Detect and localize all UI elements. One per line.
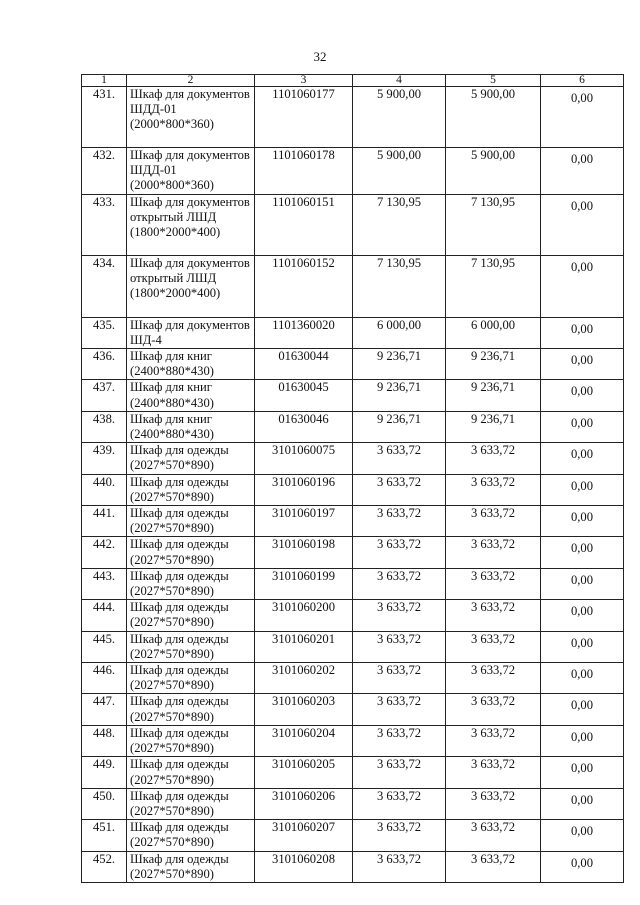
- column-header: 1: [82, 75, 127, 87]
- row-number: 448.: [82, 725, 127, 756]
- depreciation-value: 5 900,00: [446, 148, 541, 195]
- item-name: Шкаф для одежды (2027*570*890): [127, 725, 255, 756]
- depreciation-value: 3 633,72: [446, 788, 541, 819]
- depreciation-value: 9 236,71: [446, 349, 541, 380]
- residual-value: 0,00: [541, 725, 624, 756]
- table-row: [82, 537, 624, 568]
- residual-value: 0,00: [541, 148, 624, 195]
- initial-value: 3 633,72: [353, 474, 446, 505]
- item-name: Шкаф для документов ШД-4: [127, 317, 255, 348]
- item-name: Шкаф для одежды (2027*570*890): [127, 600, 255, 631]
- initial-value: 3 633,72: [353, 725, 446, 756]
- depreciation-value: 3 633,72: [446, 600, 541, 631]
- depreciation-value: 5 900,00: [446, 87, 541, 148]
- row-number: 449.: [82, 757, 127, 788]
- residual-value: 0,00: [541, 317, 624, 348]
- depreciation-value: 7 130,95: [446, 194, 541, 255]
- inventory-code: 3101060207: [255, 820, 353, 851]
- residual-value: 0,00: [541, 194, 624, 255]
- inventory-code: 3101060206: [255, 788, 353, 819]
- table-row: [82, 87, 624, 148]
- inventory-code: 3101060197: [255, 506, 353, 537]
- table-row: [82, 663, 624, 694]
- depreciation-value: 3 633,72: [446, 506, 541, 537]
- table-row: [82, 506, 624, 537]
- inventory-table-body: [82, 75, 624, 883]
- residual-value: 0,00: [541, 820, 624, 851]
- table-row: [82, 255, 624, 317]
- item-name: Шкаф для книг (2400*880*430): [127, 380, 255, 411]
- depreciation-value: 3 633,72: [446, 474, 541, 505]
- initial-value: 7 130,95: [353, 194, 446, 255]
- table-row: [82, 631, 624, 662]
- item-name: Шкаф для книг (2400*880*430): [127, 411, 255, 442]
- initial-value: 6 000,00: [353, 317, 446, 348]
- inventory-code: 3101060205: [255, 757, 353, 788]
- residual-value: 0,00: [541, 757, 624, 788]
- initial-value: 3 633,72: [353, 694, 446, 725]
- initial-value: 3 633,72: [353, 600, 446, 631]
- row-number: 446.: [82, 663, 127, 694]
- table-row: [82, 148, 624, 195]
- item-name: Шкаф для одежды (2027*570*890): [127, 443, 255, 474]
- table-row: [82, 474, 624, 505]
- inventory-code: 3101060201: [255, 631, 353, 662]
- initial-value: 3 633,72: [353, 820, 446, 851]
- residual-value: 0,00: [541, 663, 624, 694]
- row-number: 437.: [82, 380, 127, 411]
- initial-value: 3 633,72: [353, 537, 446, 568]
- row-number: 433.: [82, 194, 127, 255]
- inventory-code: 3101060202: [255, 663, 353, 694]
- residual-value: 0,00: [541, 568, 624, 599]
- inventory-code: 1101060152: [255, 255, 353, 317]
- row-number: 432.: [82, 148, 127, 195]
- table-row: [82, 568, 624, 599]
- row-number: 440.: [82, 474, 127, 505]
- item-name: Шкаф для одежды (2027*570*890): [127, 537, 255, 568]
- item-name: Шкаф для одежды (2027*570*890): [127, 820, 255, 851]
- residual-value: 0,00: [541, 255, 624, 317]
- depreciation-value: 7 130,95: [446, 255, 541, 317]
- table-row: [82, 600, 624, 631]
- inventory-code: 3101060200: [255, 600, 353, 631]
- item-name: Шкаф для документов открытый ЛШД (1800*2000*400): [127, 255, 255, 317]
- residual-value: 0,00: [541, 631, 624, 662]
- residual-value: 0,00: [541, 474, 624, 505]
- depreciation-value: 3 633,72: [446, 757, 541, 788]
- initial-value: 9 236,71: [353, 411, 446, 442]
- row-number: 450.: [82, 788, 127, 819]
- row-number: 451.: [82, 820, 127, 851]
- column-header: 3: [255, 75, 353, 87]
- row-number: 431.: [82, 87, 127, 148]
- page-number: 32: [313, 49, 327, 64]
- column-header: 4: [353, 75, 446, 87]
- inventory-code: 3101060203: [255, 694, 353, 725]
- depreciation-value: 3 633,72: [446, 694, 541, 725]
- row-number: 452.: [82, 851, 127, 882]
- depreciation-value: 9 236,71: [446, 380, 541, 411]
- inventory-code: 3101060208: [255, 851, 353, 882]
- initial-value: 3 633,72: [353, 851, 446, 882]
- row-number: 442.: [82, 537, 127, 568]
- residual-value: 0,00: [541, 788, 624, 819]
- inventory-code: 01630045: [255, 380, 353, 411]
- table-row: [82, 694, 624, 725]
- row-number: 434.: [82, 255, 127, 317]
- table-row: [82, 411, 624, 442]
- item-name: Шкаф для книг (2400*880*430): [127, 349, 255, 380]
- item-name: Шкаф для одежды (2027*570*890): [127, 506, 255, 537]
- inventory-code: 3101060204: [255, 725, 353, 756]
- depreciation-value: 3 633,72: [446, 443, 541, 474]
- column-header: 5: [446, 75, 541, 87]
- item-name: Шкаф для одежды (2027*570*890): [127, 663, 255, 694]
- row-number: 445.: [82, 631, 127, 662]
- table-row: [82, 757, 624, 788]
- inventory-code: 1101060151: [255, 194, 353, 255]
- depreciation-value: 3 633,72: [446, 537, 541, 568]
- row-number: 443.: [82, 568, 127, 599]
- initial-value: 3 633,72: [353, 663, 446, 694]
- depreciation-value: 6 000,00: [446, 317, 541, 348]
- depreciation-value: 3 633,72: [446, 663, 541, 694]
- residual-value: 0,00: [541, 443, 624, 474]
- row-number: 447.: [82, 694, 127, 725]
- row-number: 439.: [82, 443, 127, 474]
- row-number: 435.: [82, 317, 127, 348]
- initial-value: 3 633,72: [353, 631, 446, 662]
- row-number: 444.: [82, 600, 127, 631]
- residual-value: 0,00: [541, 537, 624, 568]
- column-header: 6: [541, 75, 624, 87]
- column-header: 2: [127, 75, 255, 87]
- depreciation-value: 3 633,72: [446, 725, 541, 756]
- depreciation-value: 3 633,72: [446, 568, 541, 599]
- initial-value: 3 633,72: [353, 506, 446, 537]
- item-name: Шкаф для документов ШДД-01 (2000*800*360): [127, 87, 255, 148]
- initial-value: 9 236,71: [353, 380, 446, 411]
- item-name: Шкаф для одежды (2027*570*890): [127, 757, 255, 788]
- table-row: [82, 725, 624, 756]
- inventory-code: 01630046: [255, 411, 353, 442]
- inventory-code: 1101360020: [255, 317, 353, 348]
- initial-value: 3 633,72: [353, 443, 446, 474]
- table-row: [82, 820, 624, 851]
- residual-value: 0,00: [541, 694, 624, 725]
- initial-value: 5 900,00: [353, 148, 446, 195]
- inventory-code: 3101060198: [255, 537, 353, 568]
- item-name: Шкаф для одежды (2027*570*890): [127, 788, 255, 819]
- inventory-code: 1101060178: [255, 148, 353, 195]
- item-name: Шкаф для одежды (2027*570*890): [127, 694, 255, 725]
- residual-value: 0,00: [541, 600, 624, 631]
- item-name: Шкаф для одежды (2027*570*890): [127, 631, 255, 662]
- table-row: [82, 317, 624, 348]
- table-row: [82, 788, 624, 819]
- initial-value: 3 633,72: [353, 757, 446, 788]
- depreciation-value: 9 236,71: [446, 411, 541, 442]
- initial-value: 3 633,72: [353, 568, 446, 599]
- table-row: [82, 443, 624, 474]
- residual-value: 0,00: [541, 349, 624, 380]
- depreciation-value: 3 633,72: [446, 631, 541, 662]
- depreciation-value: 3 633,72: [446, 820, 541, 851]
- inventory-code: 3101060199: [255, 568, 353, 599]
- residual-value: 0,00: [541, 411, 624, 442]
- item-name: Шкаф для документов открытый ЛШД (1800*2000*400): [127, 194, 255, 255]
- initial-value: 5 900,00: [353, 87, 446, 148]
- inventory-code: 3101060196: [255, 474, 353, 505]
- item-name: Шкаф для одежды (2027*570*890): [127, 568, 255, 599]
- initial-value: 7 130,95: [353, 255, 446, 317]
- residual-value: 0,00: [541, 87, 624, 148]
- table-row: [82, 851, 624, 882]
- item-name: Шкаф для документов ШДД-01 (2000*800*360): [127, 148, 255, 195]
- table-row: [82, 349, 624, 380]
- table-row: [82, 380, 624, 411]
- table-row: [82, 194, 624, 255]
- residual-value: 0,00: [541, 506, 624, 537]
- row-number: 438.: [82, 411, 127, 442]
- inventory-code: 3101060075: [255, 443, 353, 474]
- initial-value: 9 236,71: [353, 349, 446, 380]
- depreciation-value: 3 633,72: [446, 851, 541, 882]
- inventory-code: 01630044: [255, 349, 353, 380]
- residual-value: 0,00: [541, 380, 624, 411]
- item-name: Шкаф для одежды (2027*570*890): [127, 474, 255, 505]
- table-header-row: [82, 75, 624, 87]
- initial-value: 3 633,72: [353, 788, 446, 819]
- inventory-table: [81, 74, 624, 883]
- row-number: 436.: [82, 349, 127, 380]
- residual-value: 0,00: [541, 851, 624, 882]
- row-number: 441.: [82, 506, 127, 537]
- item-name: Шкаф для одежды (2027*570*890): [127, 851, 255, 882]
- inventory-code: 1101060177: [255, 87, 353, 148]
